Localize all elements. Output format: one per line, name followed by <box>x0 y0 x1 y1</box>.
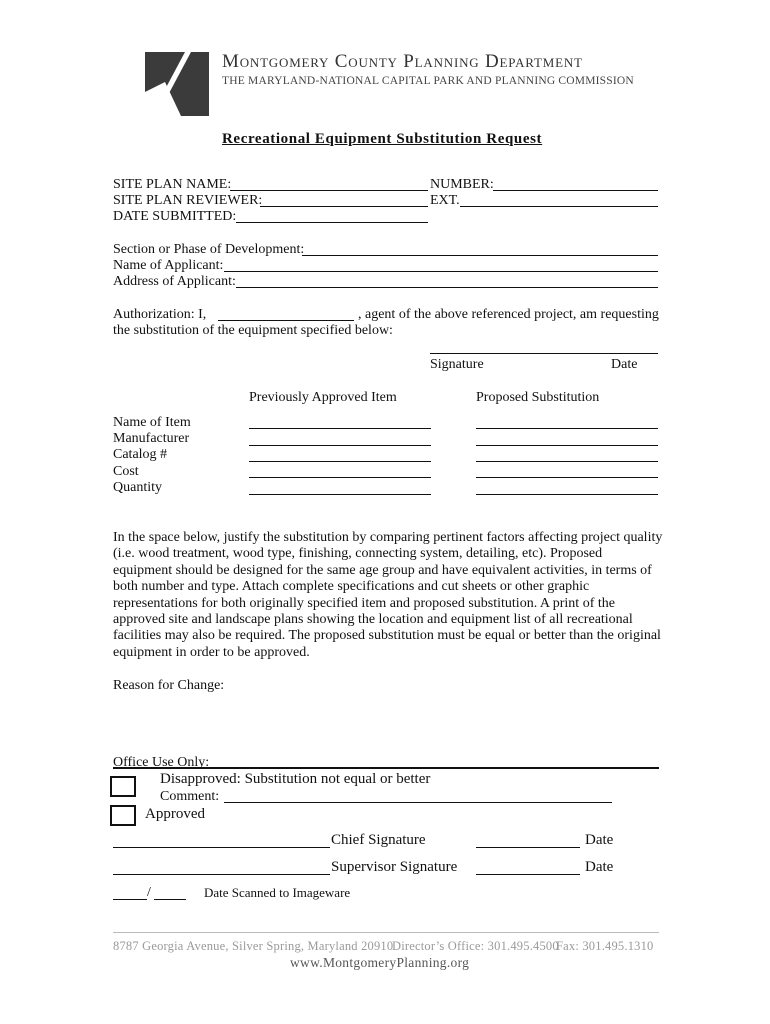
row-label-name: Name of Item <box>113 415 191 430</box>
agent-name-field[interactable] <box>218 320 354 321</box>
scanned-label: Date Scanned to Imageware <box>204 885 351 900</box>
chief-signature-label: Chief Signature <box>331 832 426 848</box>
footer-address: 8787 Georgia Avenue, Silver Spring, Maryland 20910 <box>113 939 394 953</box>
row-label-catalog: Catalog # <box>113 447 168 462</box>
date-submitted-field[interactable] <box>236 222 428 223</box>
supervisor-signature-line[interactable] <box>113 874 330 875</box>
applicant-address-label: Address of Applicant: <box>113 274 236 289</box>
site-plan-reviewer-field[interactable] <box>260 206 428 207</box>
org-subtitle: THE MARYLAND-NATIONAL CAPITAL PARK AND PLANNING COMMISSION <box>222 75 634 87</box>
footer-divider <box>113 932 659 933</box>
site-plan-name-field[interactable] <box>230 190 428 191</box>
chief-date-line[interactable] <box>476 847 580 848</box>
authorization-prefix: Authorization: I, <box>113 307 207 322</box>
scanned-slash: / <box>147 885 151 900</box>
proposed-cost-field[interactable] <box>476 477 658 478</box>
org-name: Montgomery County Planning Department <box>222 51 583 72</box>
site-plan-name-label: SITE PLAN NAME: <box>113 177 232 192</box>
ext-field[interactable] <box>460 206 658 207</box>
chief-signature-line[interactable] <box>113 847 330 848</box>
previous-cost-field[interactable] <box>249 477 431 478</box>
site-plan-reviewer-label: SITE PLAN REVIEWER: <box>113 193 263 208</box>
chief-date-label: Date <box>585 832 614 848</box>
col-previous-header: Previously Approved Item <box>249 390 397 405</box>
disapproved-checkbox[interactable] <box>110 776 136 797</box>
row-label-manufacturer: Manufacturer <box>113 431 190 446</box>
office-use-heading: Office Use Only: <box>113 755 210 770</box>
disapproved-label: Disapproved: Substitution not equal or better <box>160 771 431 787</box>
authorization-suffix: , agent of the above referenced project, am requesting <box>358 307 659 322</box>
supervisor-signature-label: Supervisor Signature <box>331 859 458 875</box>
reason-label: Reason for Change: <box>113 678 225 693</box>
proposed-name-field[interactable] <box>476 428 658 429</box>
footer-website[interactable]: www.MontgomeryPlanning.org <box>290 955 470 970</box>
number-field[interactable] <box>493 190 658 191</box>
row-label-cost: Cost <box>113 464 139 479</box>
applicant-name-label: Name of Applicant: <box>113 258 224 273</box>
number-label: NUMBER: <box>430 177 494 192</box>
applicant-address-field[interactable] <box>236 287 658 288</box>
scanned-month-field[interactable] <box>113 899 147 900</box>
proposed-quantity-field[interactable] <box>476 494 658 495</box>
supervisor-date-line[interactable] <box>476 874 580 875</box>
form-title: Recreational Equipment Substitution Request <box>222 131 543 147</box>
section-phase-field[interactable] <box>302 255 658 256</box>
mncppc-logo <box>145 52 209 116</box>
authorization-line2: the substitution of the equipment specified below: <box>113 323 393 338</box>
applicant-name-field[interactable] <box>224 271 658 272</box>
approved-label: Approved <box>145 806 205 822</box>
ext-label: EXT. <box>430 193 460 208</box>
row-label-quantity: Quantity <box>113 480 162 495</box>
date-submitted-label: DATE SUBMITTED: <box>113 209 237 224</box>
justification-text: In the space below, justify the substitution by comparing pertinent factors affecting project quality (i.e. wood treatment, wood type, finishing, connecting system, detailing, etc). Proposed equipment should be designed for the same age group and have equivalent activities, in terms of both number and type. Attach complete specifications and cut sheets or other graphic representations for both originally specified item and proposed substitution. A print of the approved site and landscape plans showing the location and equipment list of all recreational facilities may also be required. The proposed substitution must be equal or better than the original equipment in order to be approved. <box>113 530 663 660</box>
section-phase-label: Section or Phase of Development: <box>113 242 305 257</box>
previous-catalog-field[interactable] <box>249 461 431 462</box>
comment-label: Comment: <box>160 789 220 804</box>
scanned-day-field[interactable] <box>154 899 186 900</box>
approved-checkbox[interactable] <box>110 805 136 826</box>
comment-field[interactable] <box>224 802 612 803</box>
previous-manufacturer-field[interactable] <box>249 445 431 446</box>
proposed-manufacturer-field[interactable] <box>476 445 658 446</box>
supervisor-date-label: Date <box>585 859 614 875</box>
signature-line[interactable] <box>430 353 658 354</box>
col-proposed-header: Proposed Substitution <box>476 390 600 405</box>
previous-name-field[interactable] <box>249 428 431 429</box>
signature-label: Signature <box>430 357 484 372</box>
office-use-divider <box>113 767 659 769</box>
signature-date-label: Date <box>611 357 638 372</box>
footer-directors-office: Director’s Office: 301.495.4500 <box>392 939 559 953</box>
previous-quantity-field[interactable] <box>249 494 431 495</box>
proposed-catalog-field[interactable] <box>476 461 658 462</box>
footer-fax: Fax: 301.495.1310 <box>556 939 654 953</box>
